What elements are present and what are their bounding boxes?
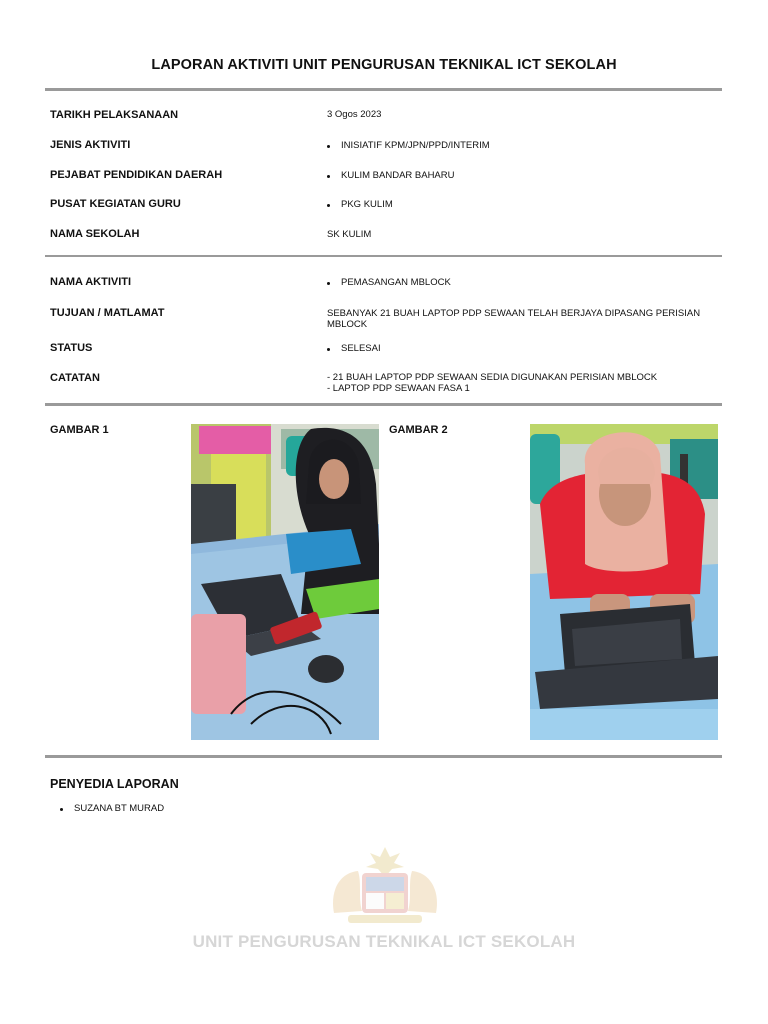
label-gambar-2: GAMBAR 2: [389, 424, 448, 436]
bullet-dot: [327, 282, 330, 285]
photo-gambar-1: [191, 424, 379, 740]
section-divider: [45, 255, 722, 257]
value-tujuan: SEBANYAK 21 BUAH LAPTOP PDP SEWAAN TELAH BERJAYA DIPASANG PERISIAN MBLOCK: [327, 308, 701, 330]
footer-watermark: UNIT PENGURUSAN TEKNIKAL ICT SEKOLAH: [192, 932, 576, 951]
label-pkg: PUSAT KEGIATAN GURU: [50, 198, 181, 210]
label-jenis: JENIS AKTIVITI: [50, 139, 131, 151]
crest-watermark: [328, 843, 442, 927]
value-catatan-line-1: - 21 BUAH LAPTOP PDP SEWAAN SEDIA DIGUNAKAN PERISIAN MBLOCK: [327, 372, 658, 383]
section-divider: [45, 755, 722, 758]
value-aktiviti: PEMASANGAN MBLOCK: [341, 277, 451, 288]
label-aktiviti: NAMA AKTIVITI: [50, 276, 132, 288]
label-tujuan: TUJUAN / MATLAMAT: [50, 307, 165, 319]
value-pkg: PKG KULIM: [341, 199, 393, 210]
value-sekolah: SK KULIM: [327, 229, 372, 240]
photo-gambar-2: [530, 424, 718, 740]
value-ppd: KULIM BANDAR BAHARU: [341, 170, 455, 181]
label-sekolah: NAMA SEKOLAH: [50, 228, 140, 240]
value-catatan-line-2: - LAPTOP PDP SEWAAN FASA 1: [327, 383, 470, 394]
section-divider: [45, 403, 722, 406]
label-status: STATUS: [50, 342, 93, 354]
label-gambar-1: GAMBAR 1: [50, 424, 109, 436]
label-tarikh: TARIKH PELAKSANAAN: [50, 109, 179, 121]
penyedia-name: SUZANA BT MURAD: [74, 803, 165, 814]
bullet-dot: [327, 145, 330, 148]
bullet-dot: [60, 808, 63, 811]
label-ppd: PEJABAT PENDIDIKAN DAERAH: [50, 169, 223, 181]
title-divider: [45, 88, 722, 91]
value-tarikh: 3 Ogos 2023: [327, 109, 382, 120]
penyedia-title: PENYEDIA LAPORAN: [50, 777, 179, 791]
bullet-dot: [327, 175, 330, 178]
bullet-dot: [327, 204, 330, 207]
value-jenis: INISIATIF KPM/JPN/PPD/INTERIM: [341, 140, 490, 151]
report-title: LAPORAN AKTIVITI UNIT PENGURUSAN TEKNIKAL ICT SEKOLAH: [151, 57, 617, 73]
label-catatan: CATATAN: [50, 372, 100, 384]
bullet-dot: [327, 348, 330, 351]
value-status: SELESAI: [341, 343, 381, 354]
